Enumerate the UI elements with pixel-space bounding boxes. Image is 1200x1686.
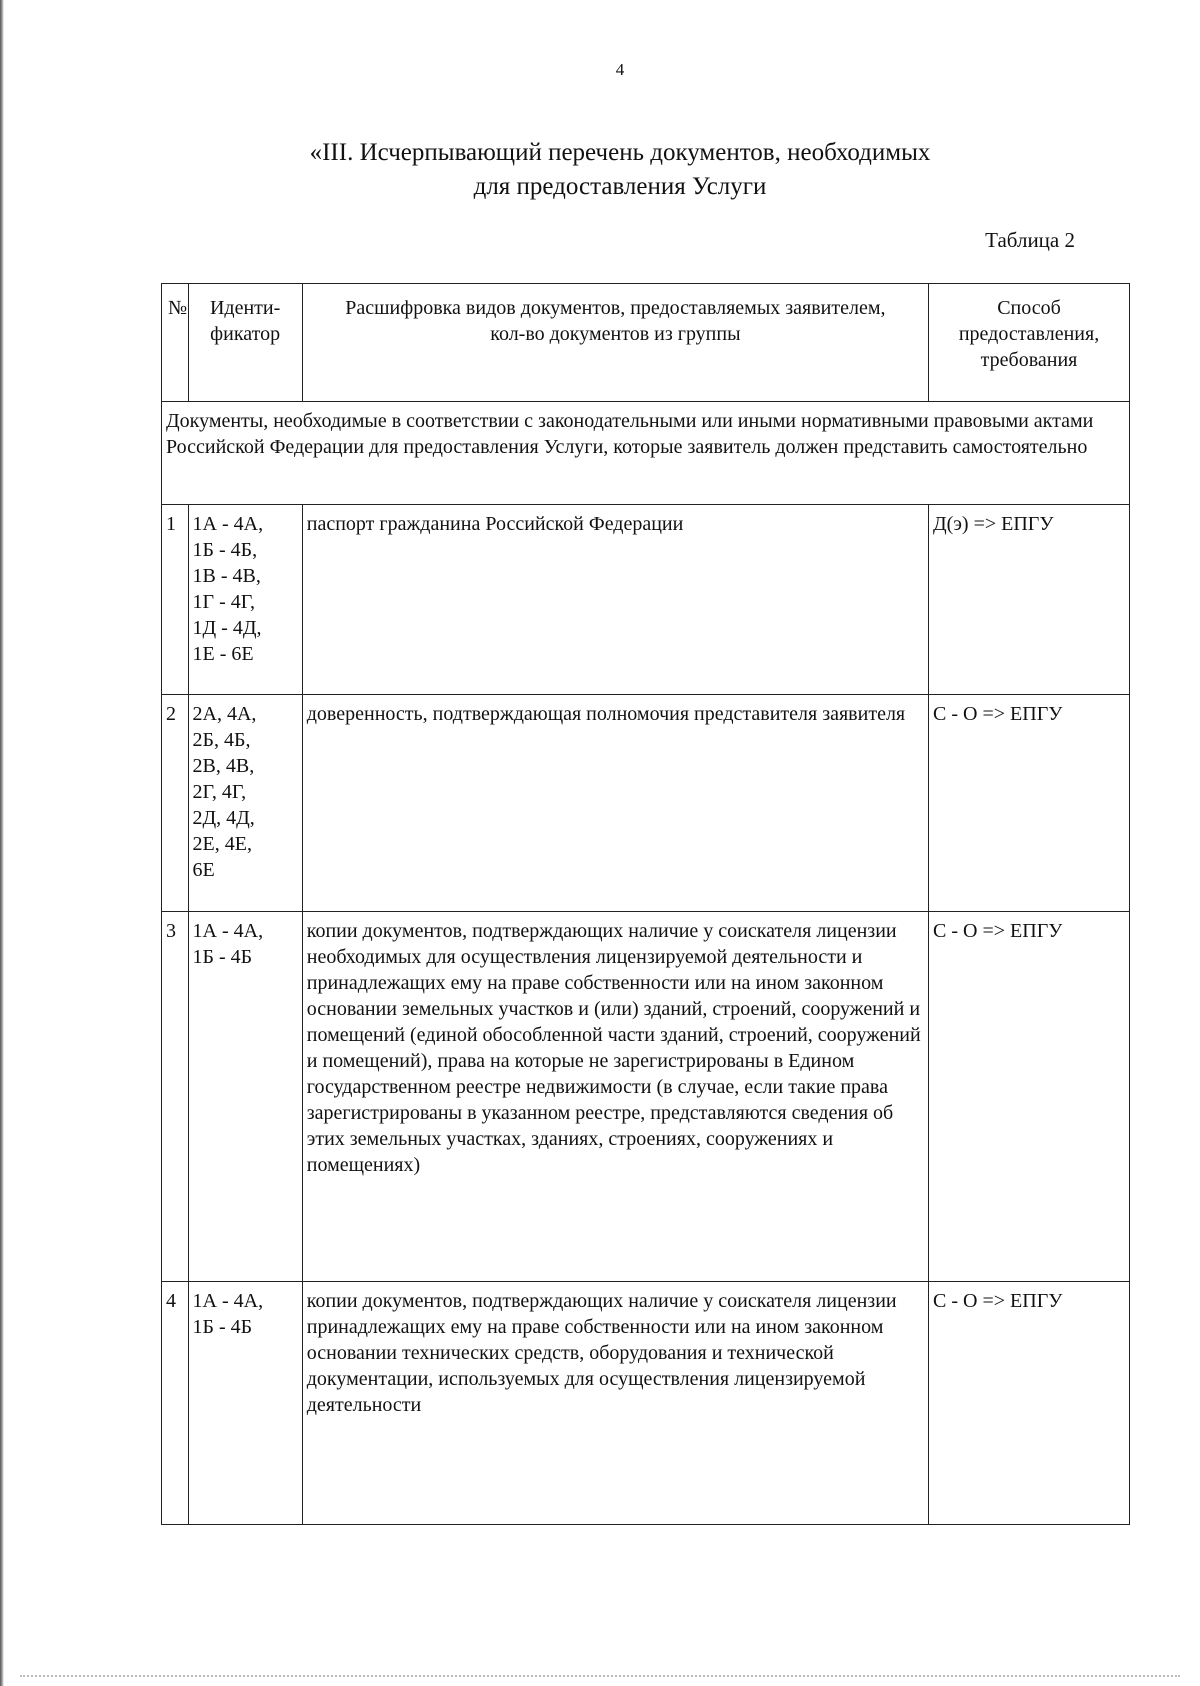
page-number: 4 — [615, 60, 625, 79]
documents-table — [161, 283, 1130, 1525]
row-identifier: 1А - 4А, 1Б - 4Б — [188, 1282, 302, 1525]
row-number: 3 — [162, 912, 189, 1282]
header-description: Расшифровка видов документов, предоставляемых заявителем, кол-во документов из группы — [302, 284, 928, 402]
row-description: копии документов, подтверждающих наличие у соискателя лицензии необходимых для осуществления лицензируемой деятельности и принадлежащих ему на праве собственности или на ином законном основании земельных участков и (или) зданий, строений, сооружений и помещений (единой обособленной части зданий, строений, сооружений и помещений), права на которые не зарегистрированы в Едином государственном реестре недвижимости (в случае, если такие права зарегистрированы в указанном реестре, представляются сведения об этих земельных участках, зданиях, строениях, сооружениях и помещениях) — [302, 912, 928, 1282]
table-row — [162, 1282, 1130, 1525]
scan-bottom-edge — [20, 1675, 1180, 1680]
scan-left-edge — [0, 0, 4, 1686]
table-header-row — [162, 284, 1130, 402]
section-title — [0, 136, 1200, 204]
row-description: копии документов, подтверждающих наличие у соискателя лицензии принадлежащих ему на праве собственности или на ином законном основании технических средств, оборудования и технической документации, используемых для осуществления лицензируемой деятельности — [302, 1282, 928, 1525]
row-method: С - О => ЕПГУ — [929, 695, 1130, 912]
table-row — [162, 505, 1130, 695]
row-description: доверенность, подтверждающая полномочия представителя заявителя — [302, 695, 928, 912]
section-heading-cell: Документы, необходимые в соответствии с законодательными или иными нормативными правовыми актами Российской Федерации для предоставления Услуги, которые заявитель должен представить самостоятельно — [162, 402, 1130, 505]
section-row — [162, 402, 1130, 505]
table-row — [162, 695, 1130, 912]
header-identifier: Иденти- фикатор — [188, 284, 302, 402]
row-method: С - О => ЕПГУ — [929, 1282, 1130, 1525]
header-method: Способ предоставления, требования — [929, 284, 1130, 402]
table-caption: Таблица 2 — [985, 228, 1075, 252]
row-number: 4 — [162, 1282, 189, 1525]
row-number: 2 — [162, 695, 189, 912]
row-number: 1 — [162, 505, 189, 695]
section-title-line-1: «III. Исчерпывающий перечень документов, необходимых — [309, 139, 931, 166]
row-identifier: 1А - 4А, 1Б - 4Б — [188, 912, 302, 1282]
row-identifier: 1А - 4А, 1Б - 4Б, 1В - 4В, 1Г - 4Г, 1Д - 4Д, 1Е - 6Е — [188, 505, 302, 695]
row-description: паспорт гражданина Российской Федерации — [302, 505, 928, 695]
row-method: Д(э) => ЕПГУ — [929, 505, 1130, 695]
row-method: С - О => ЕПГУ — [929, 912, 1130, 1282]
table-row — [162, 912, 1130, 1282]
row-identifier: 2А, 4А, 2Б, 4Б, 2В, 4В, 2Г, 4Г, 2Д, 4Д, 2Е, 4Е, 6Е — [188, 695, 302, 912]
section-title-line-2: для предоставления Услуги — [473, 173, 767, 200]
header-number: № — [162, 284, 189, 402]
